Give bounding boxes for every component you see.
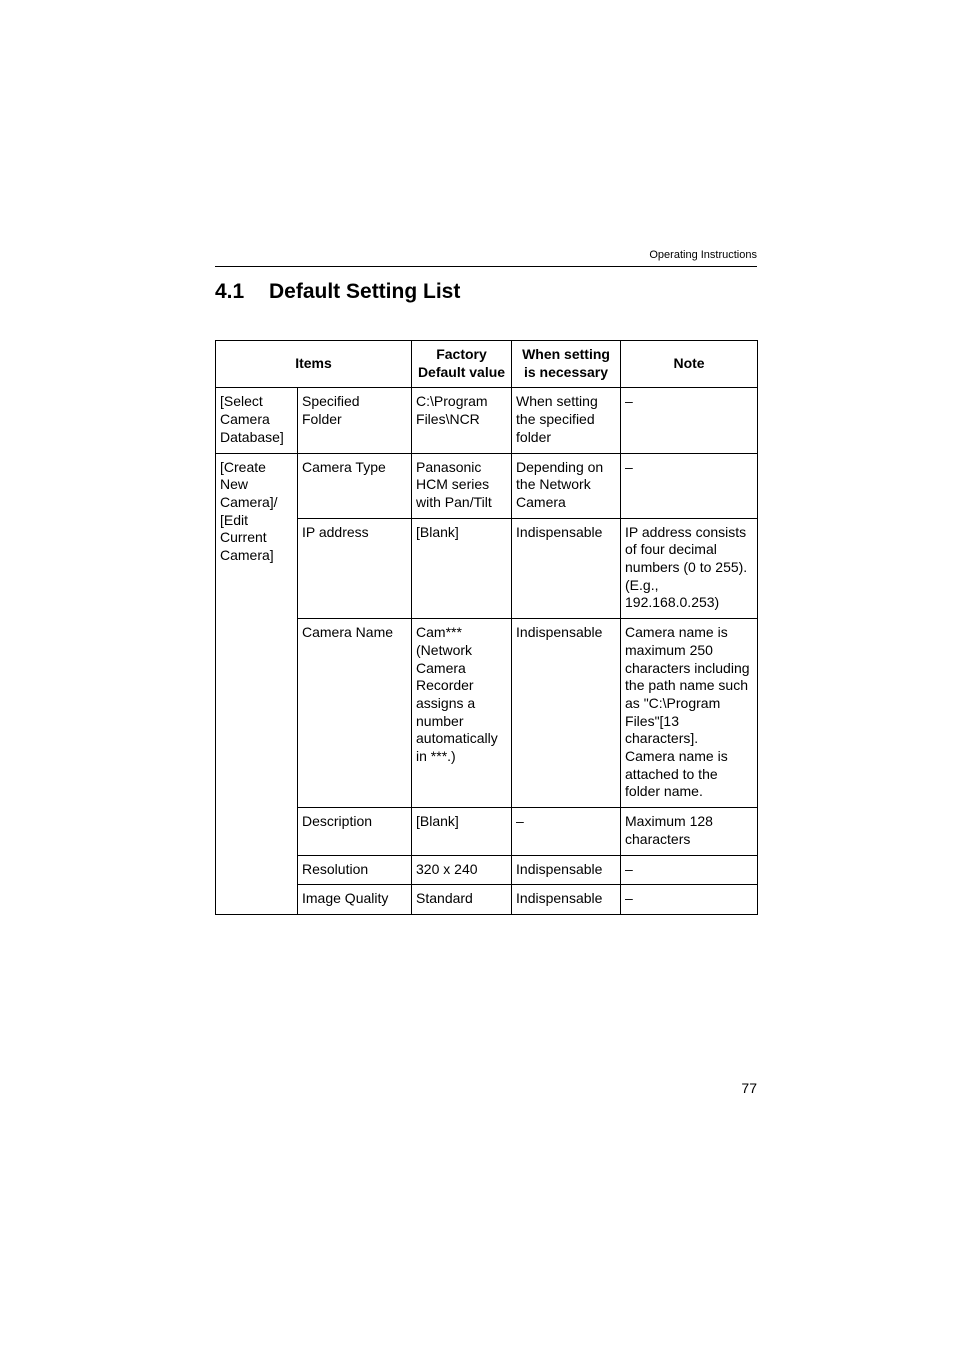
when-setting-value: Depending on the Network Camera [512,453,621,518]
table-row [216,885,758,915]
item-name: Camera Type [298,453,412,518]
when-setting-value: Indispensable [512,619,621,808]
item-name: Description [298,808,412,855]
note-value: – [621,885,758,915]
factory-default-value: Standard [412,885,512,915]
factory-default-value: 320 x 240 [412,855,512,885]
factory-default-value: [Blank] [412,518,512,619]
running-header: Operating Instructions [649,249,757,261]
when-setting-value: When setting the specified folder [512,388,621,453]
when-setting-value: – [512,808,621,855]
factory-default-value: Panasonic HCM series with Pan/Tilt [412,453,512,518]
table-row [216,388,758,453]
section-title-text: Default Setting List [269,280,461,303]
page-number: 77 [741,1080,757,1096]
table-row [216,808,758,855]
factory-default-value: C:\Program Files\NCR [412,388,512,453]
section-title [215,277,460,307]
item-name: Resolution [298,855,412,885]
table-row [216,619,758,808]
default-setting-table [215,340,758,915]
note-value: Maximum 128 characters [621,808,758,855]
item-name: Specified Folder [298,388,412,453]
column-header-items: Items [216,341,412,388]
when-setting-value: Indispensable [512,885,621,915]
group-label: [Create New Camera]/ [Edit Current Camera] [216,453,298,914]
table-row [216,518,758,619]
note-value: – [621,453,758,518]
section-number: 4.1 [215,280,245,303]
when-setting-value: Indispensable [512,855,621,885]
note-value: IP address consists of four decimal numbers (0 to 255). (E.g., 192.168.0.253) [621,518,758,619]
item-name: Image Quality [298,885,412,915]
note-value: Camera name is maximum 250 characters including the path name such as "C:\Program Files"[13 characters]. Camera name is attached to the folder name. [621,619,758,808]
table-row [216,855,758,885]
when-setting-value: Indispensable [512,518,621,619]
note-value: – [621,855,758,885]
table-row [216,453,758,518]
group-label: [Select Camera Database] [216,388,298,453]
column-header-when-setting: When setting is necessary [512,341,621,388]
column-header-factory-default: Factory Default value [412,341,512,388]
item-name: Camera Name [298,619,412,808]
factory-default-value: [Blank] [412,808,512,855]
factory-default-value: Cam*** (Network Camera Recorder assigns a number automatically in ***.) [412,619,512,808]
note-value: – [621,388,758,453]
header-rule [215,266,757,267]
column-header-note: Note [621,341,758,388]
item-name: IP address [298,518,412,619]
table-header-row [216,341,758,388]
